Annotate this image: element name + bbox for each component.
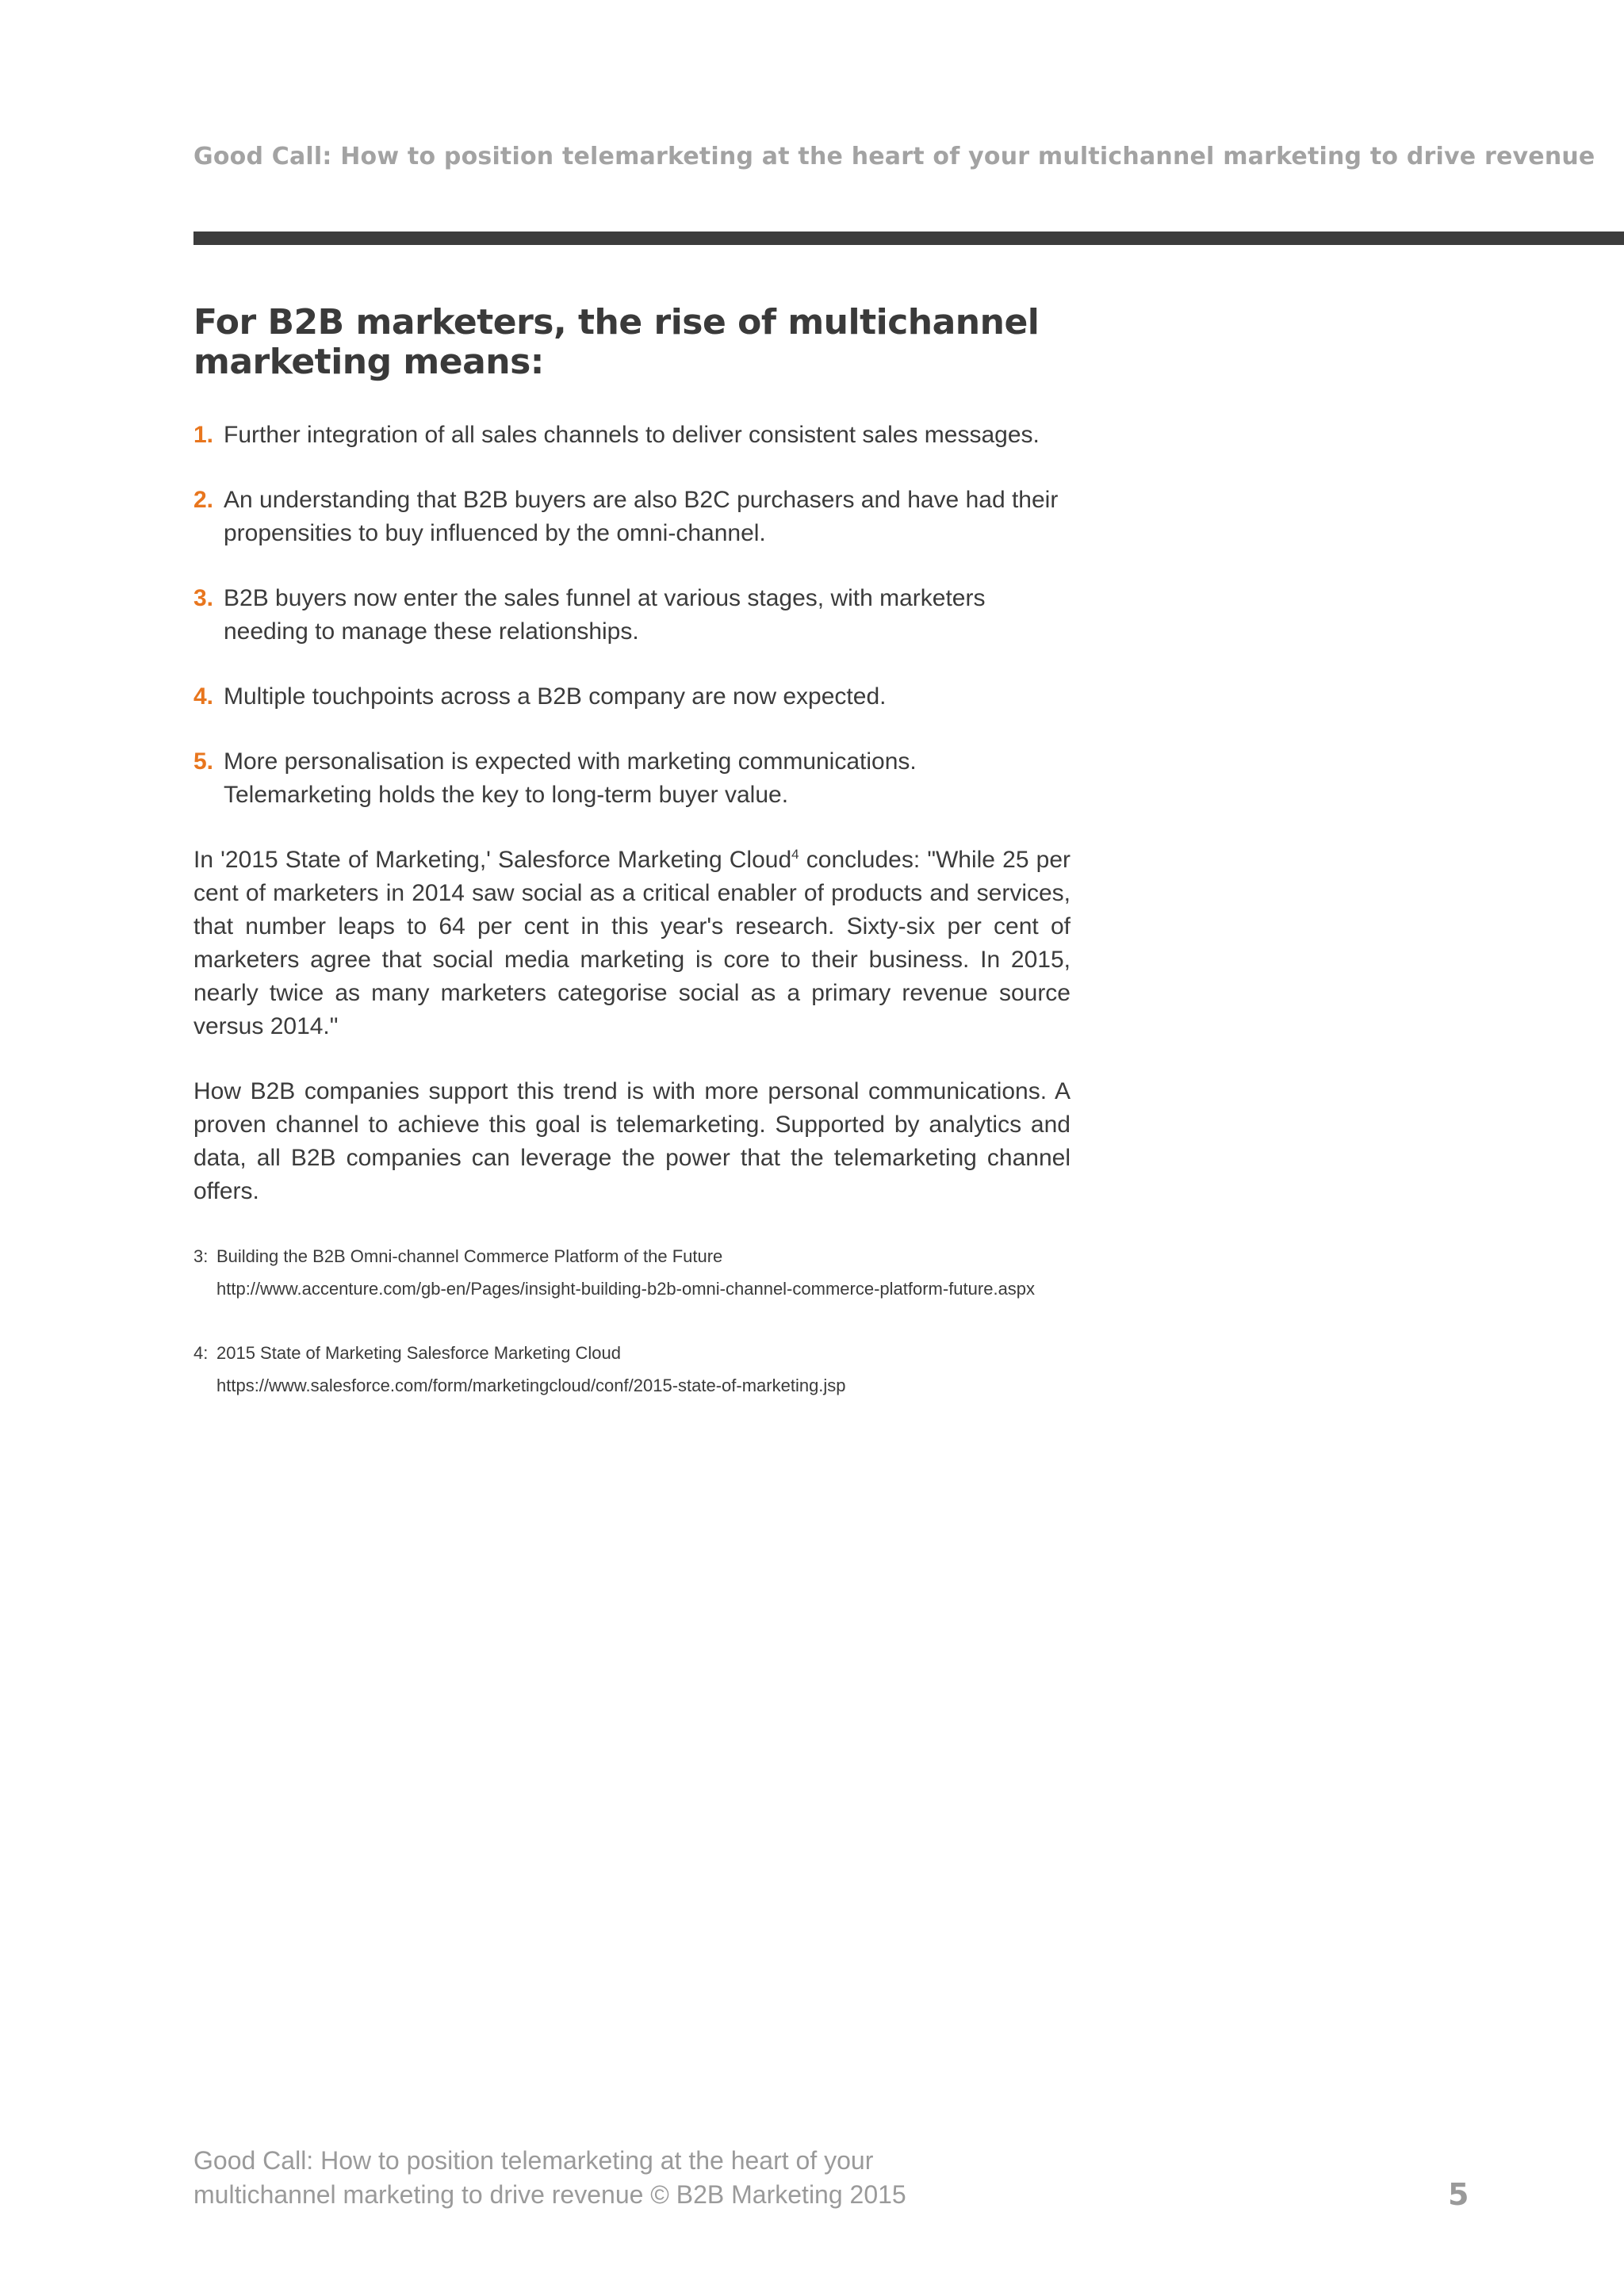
footnote-reference[interactable]: 4 — [791, 847, 799, 862]
section-heading: For B2B marketers, the rise of multichannel marketing means: — [193, 302, 1040, 382]
body-paragraph-1 — [193, 844, 1071, 1043]
numbered-list — [193, 419, 1071, 812]
running-header: Good Call: How to position telemarketing at the heart of your multichannel marketing to drive revenue — [193, 143, 1595, 170]
footnote — [193, 1240, 1071, 1305]
list-item-text: Further integration of all sales channels to deliver consistent sales messages. — [224, 422, 1040, 448]
list-item-text: An understanding that B2B buyers are also B2C purchasers and have had their propensities to buy influenced by the omni-channel. — [224, 487, 1059, 546]
list-item-text: Multiple touchpoints across a B2B company are now expected. — [224, 683, 887, 710]
paragraph-text: In '2015 State of Marketing,' Salesforce Marketing Cloud — [193, 847, 792, 873]
footnote-title: 2015 State of Marketing Salesforce Marketing Cloud — [216, 1343, 621, 1363]
paragraph-text: concludes: "While 25 per cent of marketers in 2014 saw social as a critical enabler of products and services, that number leaps to 64 per cent in this year's research. Sixty-six per cent of marketers agree that social media marketing is core to their business. In 2015, nearly twice as many marketers categorise social as a primary revenue source versus 2014." — [193, 847, 1071, 1039]
page-number: 5 — [1448, 2177, 1469, 2212]
list-number: 1. — [193, 422, 214, 448]
footer-line: multichannel marketing to drive revenue © B2B Marketing 2015 — [193, 2180, 906, 2209]
footnote-number: 4: — [193, 1343, 209, 1363]
list-item-text: B2B buyers now enter the sales funnel at various stages, with marketers needing to manage these relationships. — [224, 585, 986, 645]
body-paragraph-2: How B2B companies support this trend is with more personal communications. A proven channel to achieve this goal is telemarketing. Supported by analytics and data, all B2B companies can leverage the power that the telemarketing channel offers. — [193, 1078, 1071, 1204]
footnote-number: 3: — [193, 1246, 209, 1266]
list-item — [193, 745, 1071, 812]
main-content — [193, 303, 1071, 1433]
list-number: 3. — [193, 585, 214, 611]
footnote-link[interactable]: https://www.salesforce.com/form/marketingcloud/conf/2015-state-of-marketing.jsp — [216, 1376, 846, 1395]
list-number: 4. — [193, 683, 214, 710]
footnote-link[interactable]: http://www.accenture.com/gb-en/Pages/insight-building-b2b-omni-channel-commerce-platform-future.aspx — [216, 1279, 1036, 1299]
list-number: 2. — [193, 487, 214, 513]
footnote-title: Building the B2B Omni-channel Commerce Platform of the Future — [216, 1246, 723, 1266]
list-item — [193, 484, 1071, 550]
list-item — [193, 582, 1071, 649]
footer-line: Good Call: How to position telemarketing at the heart of your — [193, 2146, 874, 2175]
list-item — [193, 680, 1071, 714]
list-item — [193, 419, 1071, 452]
list-number: 5. — [193, 748, 214, 775]
header-rule — [193, 232, 1624, 245]
page-footer — [193, 2144, 986, 2212]
footnote — [193, 1337, 1071, 1402]
footnotes — [193, 1240, 1071, 1402]
list-item-text: More personalisation is expected with marketing communications. Telemarketing holds the key to long-term buyer value. — [224, 748, 917, 808]
